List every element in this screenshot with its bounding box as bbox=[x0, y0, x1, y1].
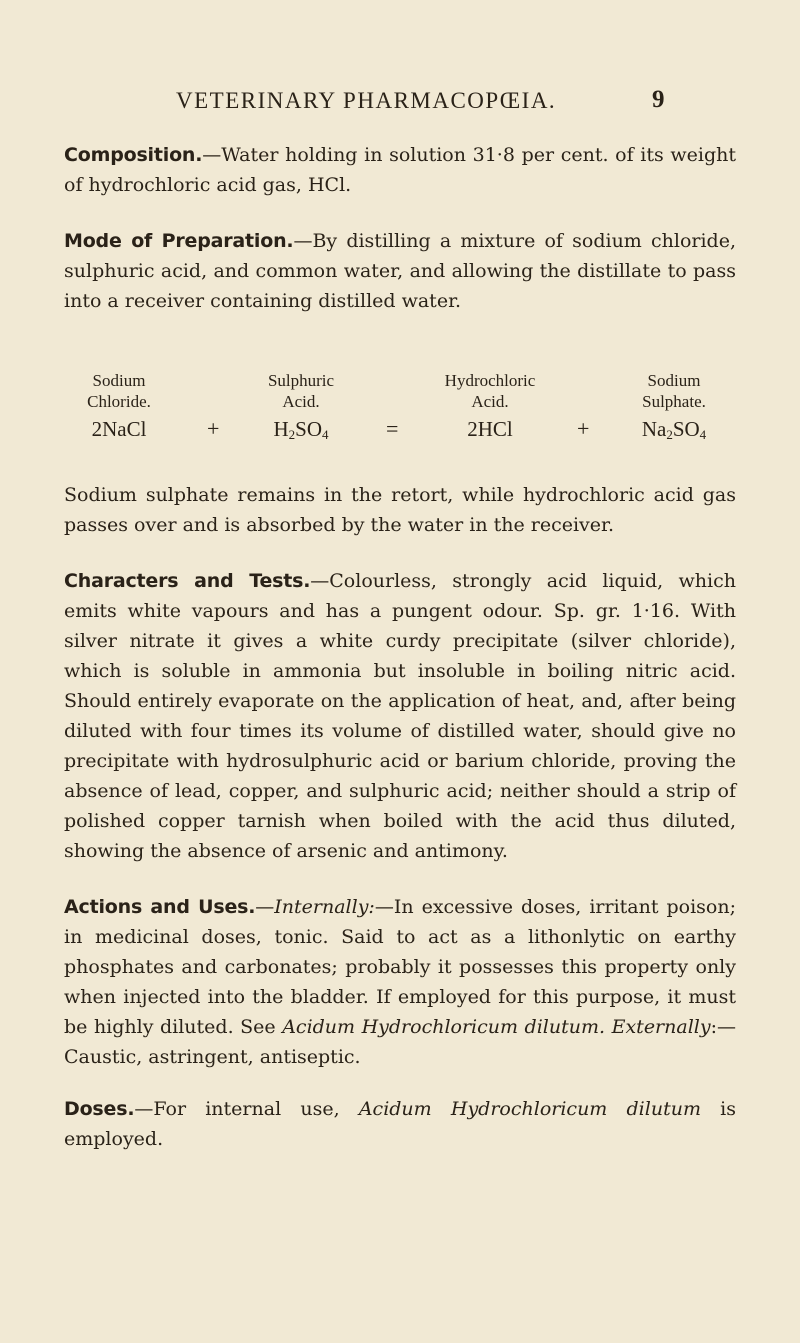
equation-term-sodium-sulphate bbox=[612, 370, 736, 450]
equation-label: Acid. bbox=[471, 392, 509, 411]
equation-label: Sulphuric bbox=[267, 371, 335, 390]
composition-heading: Composition. bbox=[64, 144, 203, 166]
doses-reference: Acidum Hydrochloricum dilutum bbox=[358, 1098, 701, 1120]
equation-label: Sodium bbox=[92, 371, 146, 390]
externally-text: :—Caustic, astringent, antiseptic. bbox=[64, 1016, 736, 1068]
internally-text: —In excessive doses, irritant poison; in medicinal doses, tonic. Said to act as a lithonlytic on earthy phosphates and carbonates; probably it possesses this property only when injected into the bladder. If employed for this purpose, it must be highly diluted. See bbox=[64, 896, 736, 1038]
equation-plus: + bbox=[577, 416, 590, 441]
equation-formula: $Na_2SO_4$ bbox=[641, 417, 707, 442]
page-number: 9 bbox=[652, 86, 665, 113]
characters-text: —Colourless, strongly acid liquid, which emits white vapours and has a pungent odour. Sp. gr. 1·16. With silver nitrate it gives a white curdy precipitate (silver chloride), which is soluble in ammonia but insoluble in boiling nitric acid. Should entirely evaporate on the application of heat, and, after being diluted with four times its volume of distilled water, should give no precipitate with hydrosulphuric acid or barium chloride, proving the absence of lead, copper, and sulphuric acid; neither should a strip of polished copper tarnish when boiled with the acid thus diluted, showing the absence of arsenic and antimony. bbox=[64, 570, 736, 862]
equation-label: Sulphate. bbox=[642, 392, 706, 411]
composition-text: —Water holding in solution 31·8 per cent. of its weight of hydrochloric acid gas, HCl. bbox=[64, 144, 736, 196]
equation-plus: + bbox=[207, 416, 220, 441]
preparation-paragraph bbox=[64, 226, 736, 316]
preparation-heading: Mode of Preparation. bbox=[64, 230, 294, 252]
externally-label: Externally bbox=[611, 1016, 711, 1038]
equation-term-sulphuric-acid bbox=[236, 370, 366, 450]
doses-heading: Doses. bbox=[64, 1098, 135, 1120]
equation-label: Sodium bbox=[647, 371, 701, 390]
actions-heading: Actions and Uses. bbox=[64, 896, 256, 918]
characters-heading: Characters and Tests. bbox=[64, 570, 311, 592]
equation-label: Hydrochloric bbox=[444, 371, 536, 390]
chemical-equation bbox=[64, 370, 736, 454]
equation-term-sodium-chloride bbox=[64, 370, 174, 444]
composition-paragraph bbox=[64, 140, 736, 200]
equation-label: Chloride. bbox=[87, 392, 151, 411]
characters-paragraph bbox=[64, 566, 736, 866]
explanation-paragraph: Sodium sulphate remains in the retort, while hydrochloric acid gas passes over and is absorbed by the water in the receiver. bbox=[64, 484, 736, 536]
doses-paragraph: Doses.—For internal use, Acidum Hydrochloricum dilutum is employed. bbox=[64, 1098, 736, 1150]
running-title: VETERINARY PHARMACOPŒIA. bbox=[176, 88, 557, 113]
internally-label: Internally: bbox=[274, 896, 375, 918]
equation-label: Acid. bbox=[282, 392, 320, 411]
equation-equals: = bbox=[386, 416, 399, 441]
see-reference: Acidum Hydrochloricum dilutum. bbox=[282, 1016, 606, 1038]
equation-formula: 2NaCl bbox=[91, 417, 147, 441]
equation-formula: $H_2SO_4$ bbox=[273, 417, 329, 442]
equation-formula: 2HCl bbox=[467, 417, 513, 441]
equation-term-hydrochloric-acid bbox=[420, 370, 560, 444]
actions-paragraph: Actions and Uses.—Internally:—In excessive doses, irritant poison; in medicinal doses, tonic. Said to act as a lithonlytic on earthy phosphates and carbonates; probably it possesses this property only when injected into the bladder. If employed for this purpose, it must be highly diluted. See Acidum Hydrochloricum dilutum. Externally:—Caustic, astringent, antiseptic. bbox=[64, 896, 736, 1068]
preparation-text: —By distilling a mixture of sodium chloride, sulphuric acid, and common water, and allowing the distillate to pass into a receiver containing distilled water. bbox=[64, 230, 736, 312]
